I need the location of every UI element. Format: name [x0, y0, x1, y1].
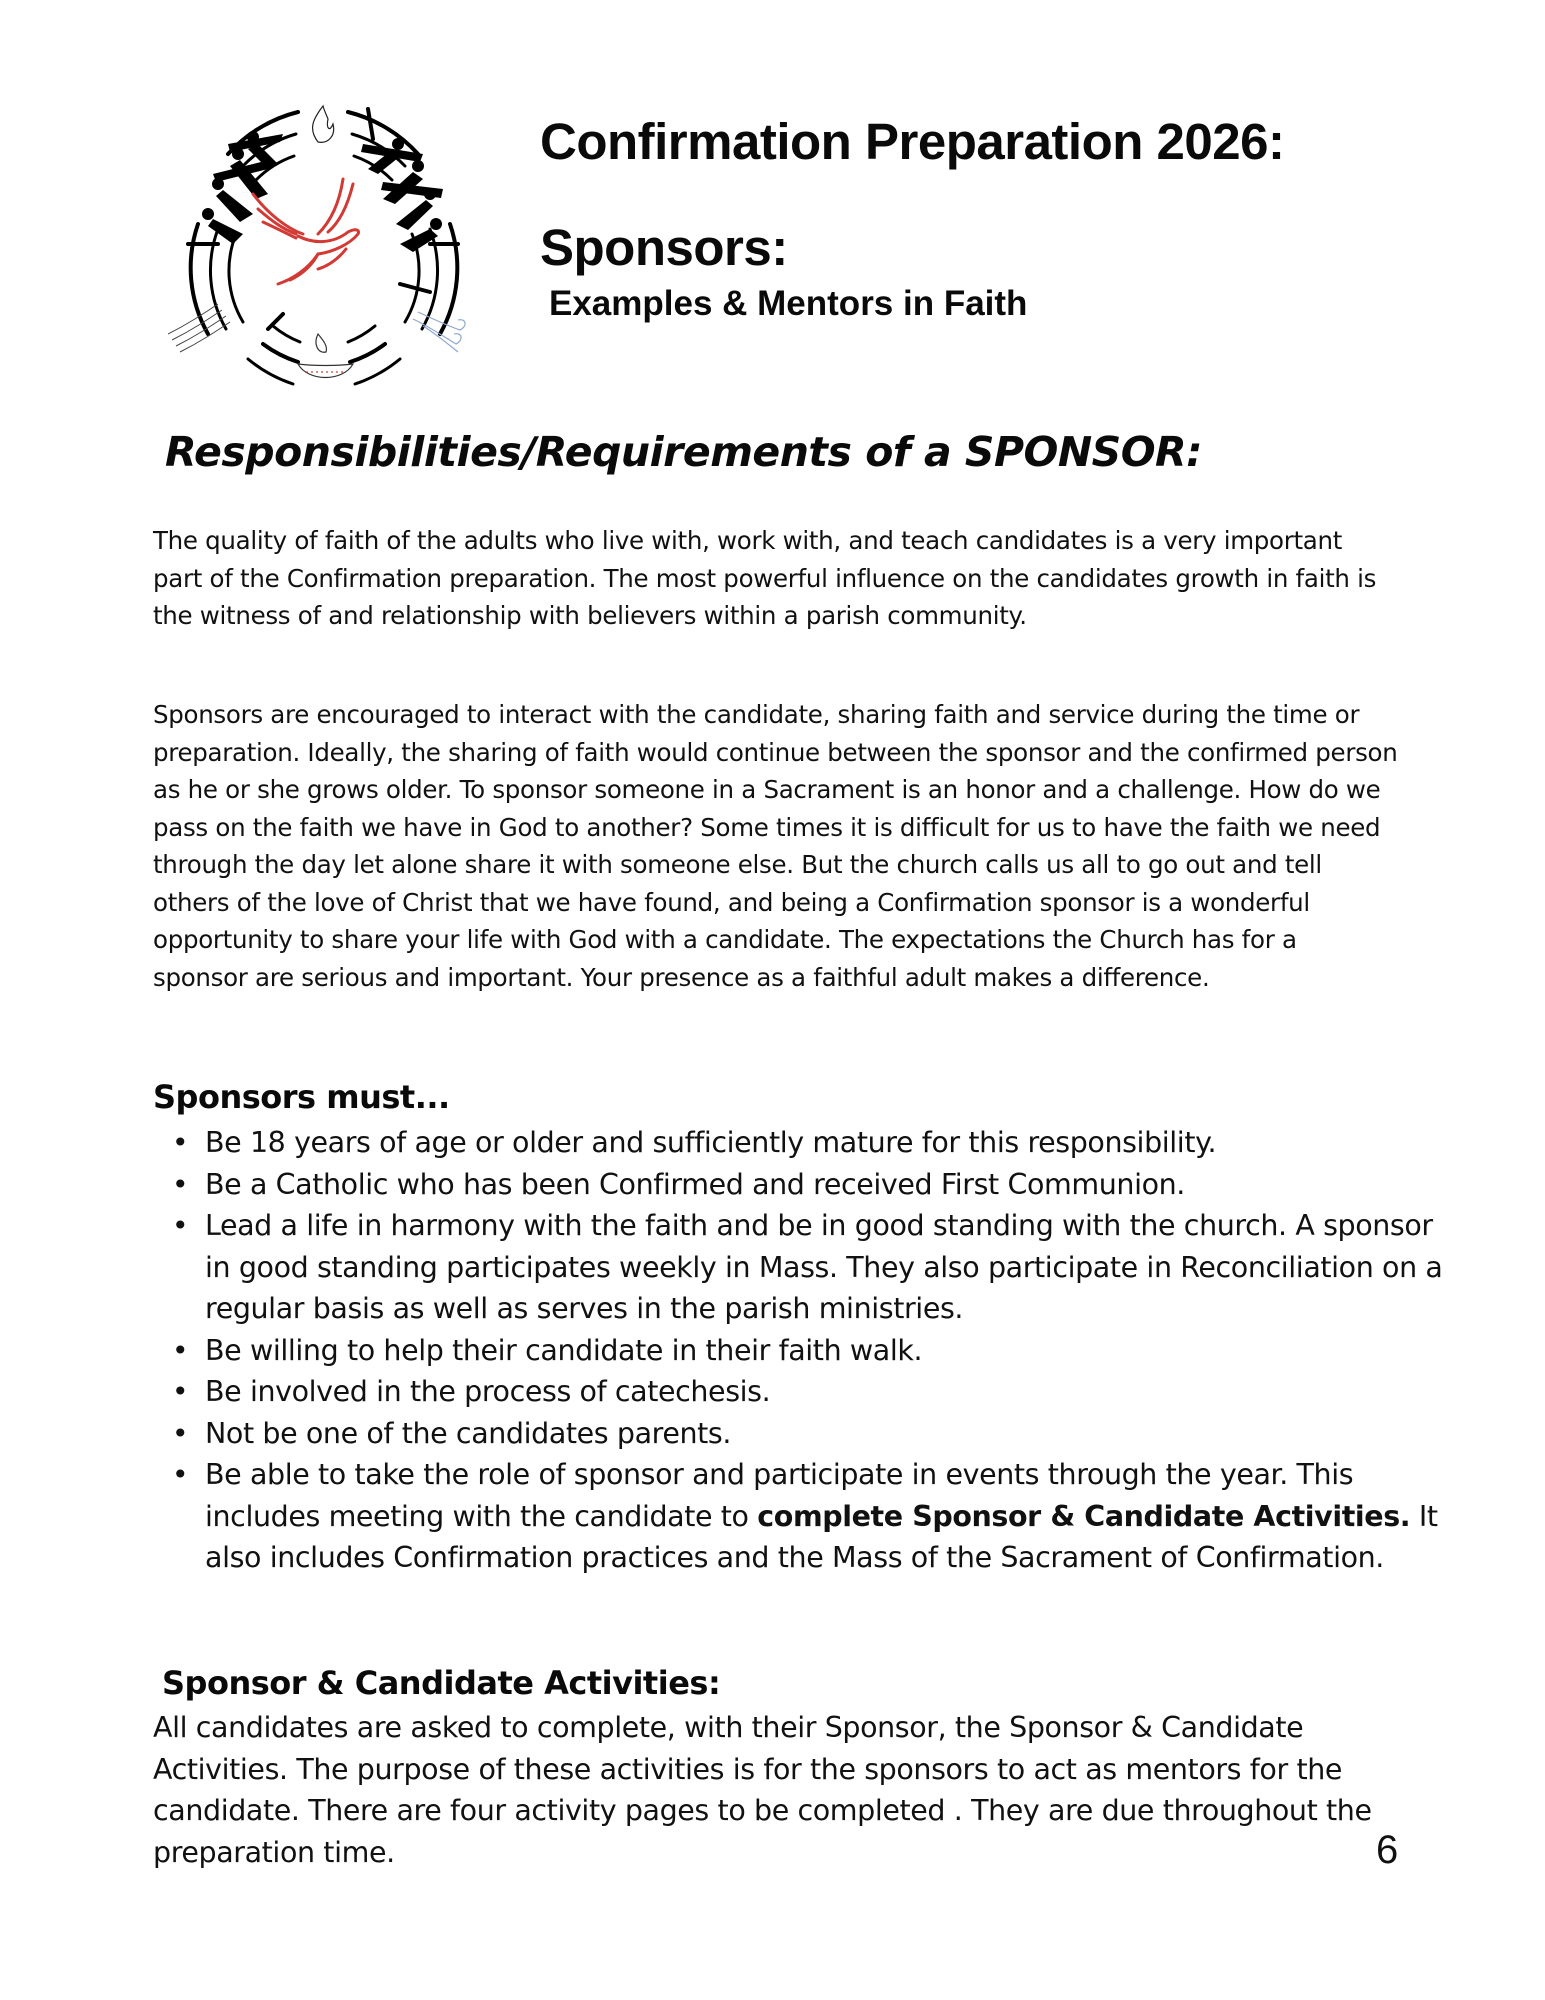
dove-icon — [253, 179, 359, 284]
list-item-text: Be able to take the role of sponsor and participate in events through the year. This includes meeting with the candidate to — [205, 1458, 1354, 1533]
flame-icon — [313, 106, 334, 142]
oil-lamp-icon — [298, 334, 353, 378]
requirements-list — [153, 1122, 1450, 1579]
list-item-emphasis: complete Sponsor & Candidate Activities. — [757, 1499, 1411, 1533]
confirmation-logo — [168, 104, 478, 394]
page-title: Confirmation Preparation 2026: — [540, 113, 1285, 170]
requirements-heading: Sponsors must... — [153, 1078, 450, 1116]
list-item: • Lead a life in harmony with the faith and be in good standing with the church. A sponsor in good standing participates weekly in Mass. They also participate in Reconciliation on a regular basis as well as serves in the parish ministries. — [205, 1205, 1450, 1330]
intro-paragraph: The quality of faith of the adults who live with, work with, and teach candidates is a very important part of the Confirmation preparation. The most powerful influence on the candidates growth in faith is the witness of and relationship with believers within a parish community. — [153, 526, 1377, 630]
page-tagline: Examples & Mentors in Faith — [549, 284, 1028, 323]
activities-paragraph: All candidates are asked to complete, with their Sponsor, the Sponsor & Candidate Activities. The purpose of these activities is for the sponsors to act as mentors for the candidate. There are four activity pages to be completed . They are due throughout the preparation time. — [153, 1711, 1372, 1869]
page-subtitle: Sponsors: — [540, 219, 788, 276]
list-item: • Be 18 years of age or older and sufficiently mature for this responsibility. — [205, 1122, 1450, 1164]
list-item: • Be involved in the process of catechesis. — [205, 1371, 1450, 1413]
activities-heading: Sponsor & Candidate Activities: — [162, 1664, 721, 1702]
list-item — [205, 1454, 1450, 1579]
encouragement-paragraph: Sponsors are encouraged to interact with the candidate, sharing faith and service during the time or preparation. Ideally, the sharing of faith would continue between the sponsor and the confirmed person as he or she grows older. To sponsor someone in a Sacrament is an honor and a challenge. How do we pass on the faith we have in God to another? Some times it is difficult for us to have the faith we need through the day let alone share it with someone else. But the church calls us all to go out and tell others of the love of Christ that we have found, and being a Confirmation sponsor is a wonderful opportunity to share your life with God with a candidate. The expectations the Church has for a sponsor are serious and important. Your presence as a faithful adult makes a difference. — [153, 700, 1398, 992]
list-item: • Be a Catholic who has been Confirmed and received First Communion. — [205, 1164, 1450, 1206]
list-item: • Not be one of the candidates parents. — [205, 1413, 1450, 1455]
list-item: • Be willing to help their candidate in their faith walk. — [205, 1330, 1450, 1372]
people-figures-right — [361, 138, 443, 252]
list-item-text: It also includes Confirmation practices and the Mass of the Sacrament of Confirmation. — [205, 1499, 1438, 1574]
page-number: 6 — [1376, 1828, 1399, 1872]
section-heading: Responsibilities/Requirements of a SPONSOR: — [165, 428, 1203, 476]
